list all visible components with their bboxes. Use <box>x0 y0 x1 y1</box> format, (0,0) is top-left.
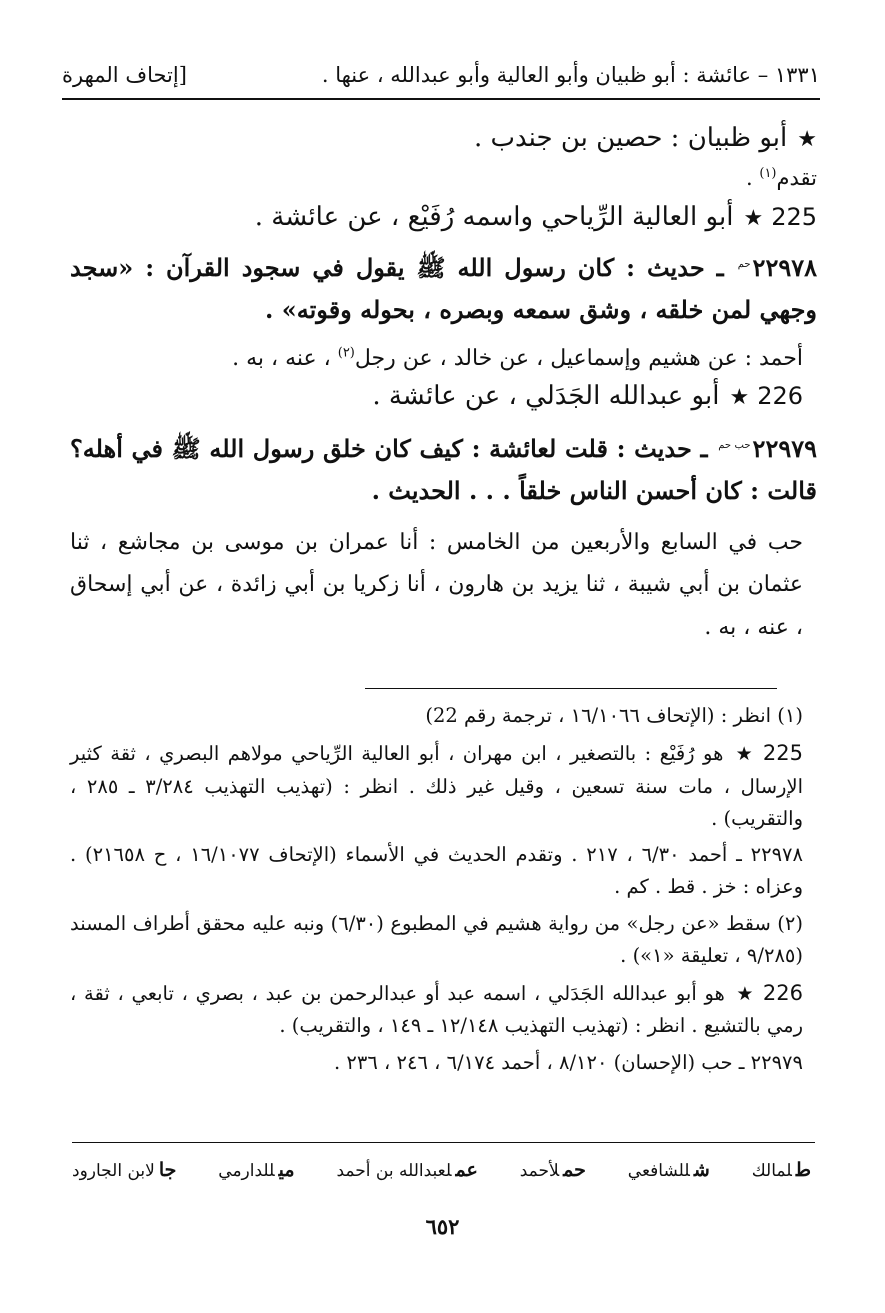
hadith-22978 <box>70 247 817 331</box>
section-abu-abdullah <box>70 376 817 418</box>
page-number: ٦٥٢ <box>425 1214 460 1239</box>
section-number: 225 <box>771 203 817 232</box>
footnote-22978: ٢٢٩٧٨ ـ أحمد ٦/٣٠ ، ٢١٧ . وتقدم الحديث في الأسماء (الإتحاف ١٦/١٠٧٧ ، ح ٢١٦٥٨) . وعزاه : خز . قط . كم . <box>70 843 803 899</box>
star-icon: ★ <box>734 982 755 1005</box>
star-icon: ★ <box>797 127 817 152</box>
section-abu-aliya <box>70 197 817 239</box>
hadith-source-22978 <box>70 341 817 376</box>
section-title: أبو ظبيان : حصين بن جندب . <box>474 123 788 153</box>
footnote-2: (٢) سقط «عن رجل» من رواية هشيم في المطبوع (٦/٣٠) ونبه عليه محقق أطراف المسند (٩/٢٨٥ ، تعليقة «١») . <box>70 911 803 967</box>
section-note <box>70 162 817 196</box>
note-text: تقدم <box>776 165 817 190</box>
section-title: أبو عبدالله الجَدَلي ، عن عائشة . <box>372 380 720 411</box>
hadith-text: ـ حديث : كان رسول الله ﷺ يقول في سجود القرآن : «سجد وجهي لمن خلقه ، وشق سمعه وبصره ، بحوله وقوته» . <box>70 252 817 324</box>
legend-item: شللشافعي <box>627 1159 710 1181</box>
hadith-22979 <box>70 428 817 512</box>
star-icon: ★ <box>729 384 750 410</box>
footnote-divider <box>365 688 777 689</box>
hadith-number: ٢٢٩٧٨ <box>752 252 817 282</box>
legend-item: جالابن الجارود <box>72 1159 177 1181</box>
footnote-225 <box>70 736 817 835</box>
footnote-number: 225 <box>762 741 803 766</box>
star-icon: ★ <box>743 206 764 232</box>
footnote-226 <box>70 976 817 1043</box>
star-icon: ★ <box>733 743 755 766</box>
hadith-siglum: حب حم <box>718 439 751 451</box>
footnotes <box>70 700 817 1083</box>
footnote-22979: ٢٢٩٧٩ ـ حب (الإحسان) ٨/١٢٠ ، أحمد ٦/١٧٤ ، ٢٤٦ ، ٢٣٦ . <box>333 1050 803 1074</box>
main-text <box>70 118 817 650</box>
note-end: . <box>746 165 760 190</box>
legend-item: طلمالك <box>751 1159 811 1181</box>
legend-divider <box>72 1142 815 1143</box>
footnote-number: 226 <box>762 980 803 1005</box>
header-chapter-title: ١٣٣١ – عائشة : أبو ظبيان وأبو العالية وأبو عبدالله ، عنها . <box>321 63 820 87</box>
footnote-text: هو أبو عبدالله الجَدَلي ، اسمه عبد أو عبدالرحمن بن عبد ، بصري ، تابعي ، ثقة ، رمي بالتشيع . انظر : (تهذيب التهذيب ١٢/١٤٨ ـ ١٤٩ ، والتقريب) . <box>70 981 803 1038</box>
running-header <box>62 52 820 100</box>
legend-item: ميللدارمي <box>218 1159 295 1181</box>
source-prefix: أحمد : عن هشيم وإسماعيل ، عن خالد ، عن رجل <box>354 345 803 371</box>
footnote-ref[interactable]: (٢) <box>337 345 355 361</box>
hadith-number: ٢٢٩٧٩ <box>752 433 817 463</box>
legend-item: عملعبدالله بن أحمد <box>336 1159 478 1181</box>
hadith-text: ـ حديث : قلت لعائشة : كيف كان خلق رسول الله ﷺ في أهله؟ قالت : كان أحسن الناس خلقاً . . . الحديث . <box>70 433 817 505</box>
abbreviation-legend <box>72 1152 811 1188</box>
footnote-1: (١) انظر : (الإتحاف ١٦/١٠٦٦ ، ترجمة رقم 22) <box>425 704 803 727</box>
hadith-source-22979: حب في السابع والأربعين من الخامس : أنا عمران بن موسى بن مجاشع ، ثنا عثمان بن أبي شيبة ، ثنا يزيد بن هارون ، أنا زكريا بن أبي زائدة ، عن أبي إسحاق ، عنه ، به . <box>70 529 803 641</box>
section-number: 226 <box>757 381 803 410</box>
section-title: أبو العالية الرِّياحي واسمه رُفَيْع ، عن عائشة . <box>254 202 734 233</box>
legend-item: حملأحمد <box>519 1159 586 1181</box>
source-suffix: ، عنه ، به . <box>232 345 338 371</box>
footnote-text: هو رُفَيْع : بالتصغير ، ابن مهران ، أبو العالية الرِّياحي مولاهم البصري ، ثقة كثير الإرسال ، مات سنة تسعين ، وقيل غير ذلك . انظر : (تهذيب التهذيب ٣/٢٨٤ ـ ٢٨٥ ، والتقريب) . <box>70 742 804 830</box>
section-abu-zabyan <box>70 118 817 160</box>
header-book-title: [إتحاف المهرة <box>62 63 187 87</box>
hadith-siglum: حم <box>737 258 751 270</box>
footnote-ref[interactable]: (١) <box>759 165 777 181</box>
